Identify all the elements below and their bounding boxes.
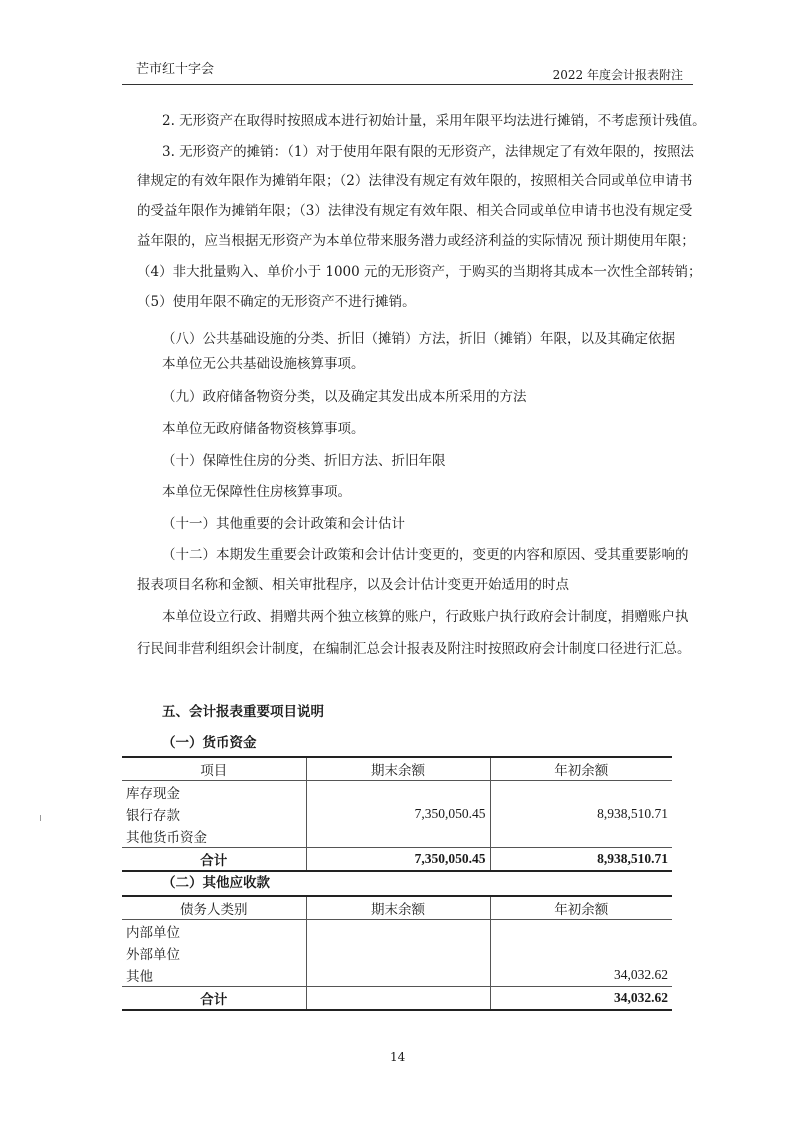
total-label: 合计 (122, 848, 306, 872)
other-receivables-table (122, 895, 672, 1011)
opening-balance (490, 781, 672, 804)
opening-balance: 34,032.62 (490, 964, 672, 987)
column-header: 年初余额 (490, 896, 672, 920)
opening-balance (490, 942, 672, 964)
closing-balance (306, 781, 490, 804)
header-rule (122, 84, 693, 85)
row-label: 银行存款 (122, 803, 306, 825)
table-header-row (122, 757, 672, 781)
paragraph-amortization-4: 益年限的，应当根据无形资产为本单位带来服务潜力或经济利益的实际情况 预计期使用年限； (137, 233, 695, 249)
header-document-title: 2022 年度会计报表附注 (552, 68, 683, 82)
page-number: 14 (390, 1050, 406, 1064)
total-opening-balance: 8,938,510.71 (490, 848, 672, 872)
paragraph-no-affordable-housing: 本单位无保障性住房核算事项。 (162, 484, 351, 500)
heading-government-reserves: （九）政府储备物资分类，以及确定其发出成本所采用的方法 (162, 389, 527, 405)
table-total-row (122, 848, 672, 872)
table-row (122, 781, 672, 804)
opening-balance (490, 825, 672, 848)
paragraph-intangible-measurement: 2. 无形资产在取得时按照成本进行初始计量，采用年限平均法进行摊销，不考虑预计残值。 (162, 113, 706, 129)
paragraph-amortization-3: 的受益年限作为摊销年限；（3）法律没有规定有效年限、相关合同或单位申请书也没有规定受 (137, 203, 693, 219)
heading-policy-changes: （十二）本期发生重要会计政策和会计估计变更的，变更的内容和原因、受其重要影响的 (162, 547, 689, 563)
paragraph-policy-changes-cont: 报表项目名称和金额、相关审批程序，以及会计估计变更开始适用的时点 (137, 577, 569, 593)
total-closing-balance: 7,350,050.45 (306, 848, 490, 872)
cash-funds-table (122, 756, 672, 872)
closing-balance: 7,350,050.45 (306, 803, 490, 825)
column-header: 期末余额 (306, 896, 490, 920)
row-label: 内部单位 (122, 920, 306, 943)
closing-balance (306, 825, 490, 848)
column-header: 年初余额 (490, 757, 672, 781)
total-opening-balance: 34,032.62 (490, 987, 672, 1011)
table-row (122, 964, 672, 987)
closing-balance (306, 942, 490, 964)
paragraph-amortization-1: 3. 无形资产的摊销：（1）对于使用年限有限的无形资产，法律规定了有效年限的，按照法 (162, 144, 695, 160)
table-row (122, 942, 672, 964)
row-label: 其他 (122, 964, 306, 987)
paragraph-amortization-6: （5）使用年限不确定的无形资产不进行摊销。 (137, 294, 416, 310)
binding-mark (40, 815, 41, 821)
table-row (122, 825, 672, 848)
heading-affordable-housing: （十）保障性住房的分类、折旧方法、折旧年限 (162, 453, 446, 469)
column-header: 项目 (122, 757, 306, 781)
table-header-row (122, 896, 672, 920)
table-row (122, 920, 672, 943)
header-organization: 芒市红十字会 (136, 62, 215, 77)
other-receivables-title: （二）其他应收款 (162, 875, 270, 891)
cash-funds-title: （一）货币资金 (162, 735, 257, 751)
closing-balance (306, 920, 490, 943)
opening-balance: 8,938,510.71 (490, 803, 672, 825)
heading-other-policies: （十一）其他重要的会计政策和会计估计 (162, 516, 405, 532)
paragraph-no-government-reserves: 本单位无政府储备物资核算事项。 (162, 421, 365, 437)
total-label: 合计 (122, 987, 306, 1011)
total-closing-balance (306, 987, 490, 1011)
paragraph-amortization-2: 律规定的有效年限作为摊销年限；（2）法律没有规定有效年限的，按照相关合同或单位申请书 (137, 173, 693, 189)
section-5-title: 五、会计报表重要项目说明 (162, 704, 324, 720)
paragraph-no-public-infrastructure: 本单位无公共基础设施核算事项。 (162, 356, 365, 372)
opening-balance (490, 920, 672, 943)
closing-balance (306, 964, 490, 987)
table-row (122, 803, 672, 825)
paragraph-accounts-2: 行民间非营利组织会计制度，在编制汇总会计报表及附注时按照政府会计制度口径进行汇总。 (137, 641, 691, 657)
row-label: 其他货币资金 (122, 825, 306, 848)
paragraph-amortization-5: （4）非大批量购入、单价小于 1000 元的无形资产，于购买的当期将其成本一次性全部转销； (137, 264, 702, 280)
heading-public-infrastructure: （八）公共基础设施的分类、折旧（摊销）方法，折旧（摊销）年限，以及其确定依据 (162, 331, 675, 347)
row-label: 库存现金 (122, 781, 306, 804)
paragraph-accounts-1: 本单位设立行政、捐赠共两个独立核算的账户，行政账户执行政府会计制度，捐赠账户执 (162, 609, 689, 625)
table-total-row (122, 987, 672, 1011)
row-label: 外部单位 (122, 942, 306, 964)
column-header: 期末余额 (306, 757, 490, 781)
column-header: 债务人类别 (122, 896, 306, 920)
